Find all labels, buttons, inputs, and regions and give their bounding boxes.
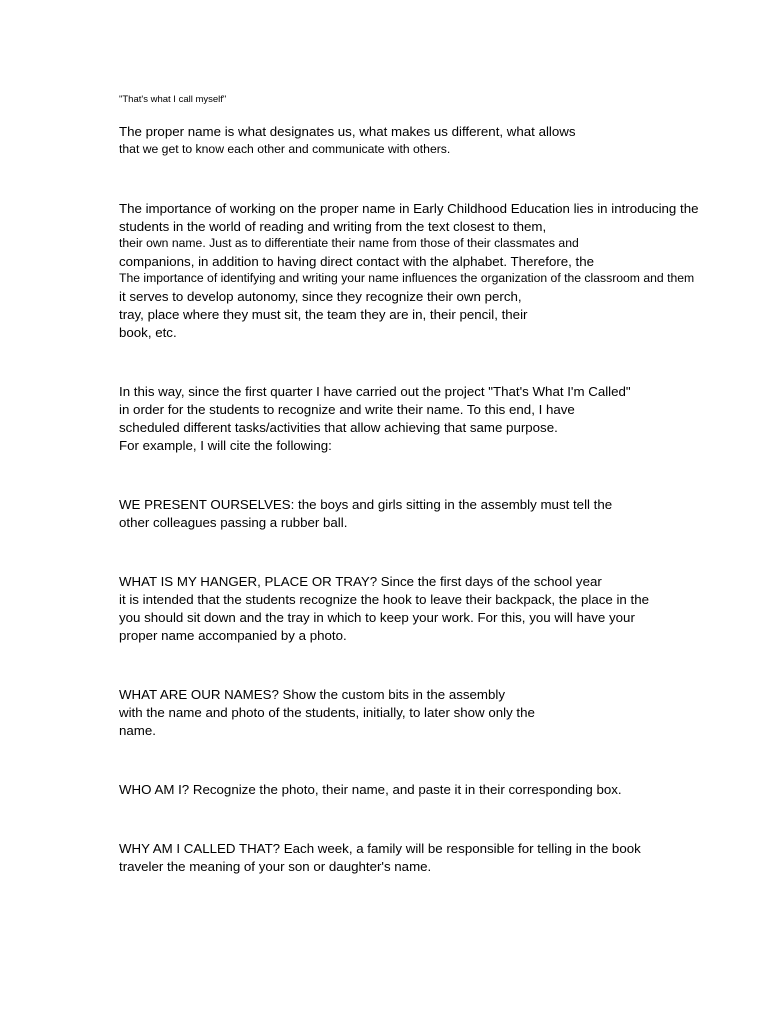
- intro-line-2: that we get to know each other and communicate with others.: [119, 142, 451, 156]
- importance-line-7: tray, place where they must sit, the team they are in, their pencil, their: [119, 307, 528, 322]
- document-title: "That's what I call myself": [119, 94, 227, 105]
- intro-line-1: The proper name is what designates us, what makes us different, what allows: [119, 124, 576, 139]
- activity-hanger-line-2: it is intended that the students recognize the hook to leave their backpack, the place in the: [119, 592, 649, 607]
- importance-line-5: The importance of identifying and writing your name influences the organization of the classroom and them: [119, 271, 695, 285]
- importance-line-4: companions, in addition to having direct contact with the alphabet. Therefore, the: [119, 254, 595, 269]
- activity-present-line-1: WE PRESENT OURSELVES: the boys and girls sitting in the assembly must tell the: [119, 497, 613, 512]
- importance-line-3: their own name. Just as to differentiate their name from those of their classmates and: [119, 236, 579, 250]
- activity-names-line-2: with the name and photo of the students, initially, to later show only the: [119, 705, 535, 720]
- activity-who-line-1: WHO AM I? Recognize the photo, their name, and paste it in their corresponding box.: [119, 782, 622, 797]
- activity-present-line-2: other colleagues passing a rubber ball.: [119, 515, 348, 530]
- activity-why-line-1: WHY AM I CALLED THAT? Each week, a family will be responsible for telling in the book: [119, 841, 641, 856]
- activity-hanger-line-3: you should sit down and the tray in which to keep your work. For this, you will have your: [119, 610, 635, 625]
- activity-names-line-3: name.: [119, 723, 156, 738]
- importance-line-1: The importance of working on the proper name in Early Childhood Education lies in introducing the: [119, 201, 699, 216]
- project-line-1: In this way, since the first quarter I have carried out the project "That's What I'm Called": [119, 384, 631, 399]
- activity-names-line-1: WHAT ARE OUR NAMES? Show the custom bits in the assembly: [119, 687, 505, 702]
- importance-line-2: students in the world of reading and writing from the text closest to them,: [119, 219, 547, 234]
- activity-why-line-2: traveler the meaning of your son or daughter's name.: [119, 859, 432, 874]
- importance-line-8: book, etc.: [119, 325, 177, 340]
- activity-hanger-line-4: proper name accompanied by a photo.: [119, 628, 347, 643]
- importance-line-6: it serves to develop autonomy, since they recognize their own perch,: [119, 289, 522, 304]
- project-line-4: For example, I will cite the following:: [119, 438, 332, 453]
- project-line-2: in order for the students to recognize and write their name. To this end, I have: [119, 402, 575, 417]
- project-line-3: scheduled different tasks/activities that allow achieving that same purpose.: [119, 420, 558, 435]
- activity-hanger-line-1: WHAT IS MY HANGER, PLACE OR TRAY? Since the first days of the school year: [119, 574, 602, 589]
